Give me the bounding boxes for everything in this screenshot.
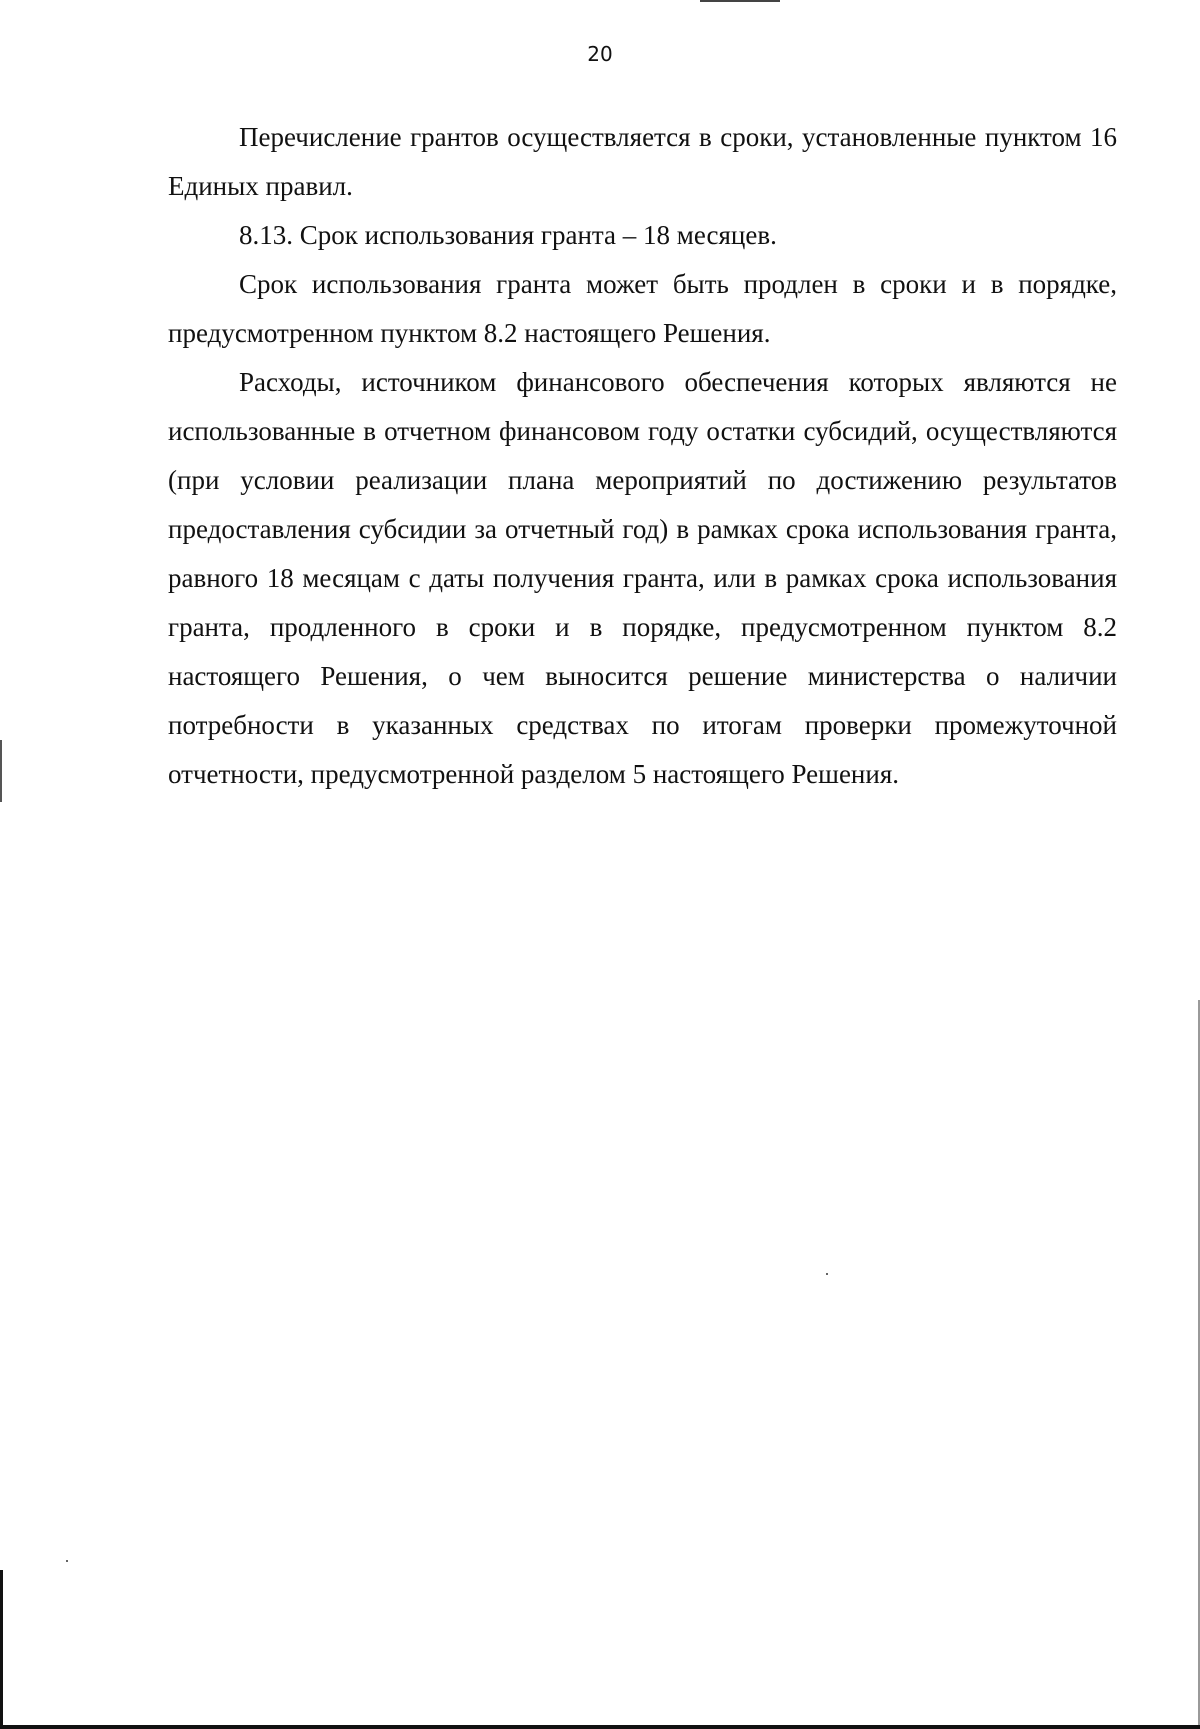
- paragraph-grant-transfer: Перечисление грантов осуществляется в сроки, установленные пунктом 16 Единых правил.: [168, 122, 1117, 201]
- scan-artifact-top: [700, 0, 780, 2]
- scan-speck: [826, 1273, 828, 1275]
- scan-edge-bottom: [0, 1725, 1200, 1729]
- paragraph-8-13: 8.13. Срок использования гранта – 18 месяцев.: [239, 220, 777, 250]
- scan-edge-left: [0, 1570, 3, 1729]
- page-number: 20: [587, 42, 613, 66]
- scan-edge-left-upper: [0, 740, 2, 802]
- paragraph-term-extension: Срок использования гранта может быть продлен в сроки и в порядке, предусмотренном пунктом 8.2 настоящего Решения.: [168, 269, 1117, 348]
- document-body: [168, 113, 1117, 799]
- paragraph-expenses: Расходы, источником финансового обеспечения которых являются не использованные в отчетном финансовом году остатки субсидий, осуществляются (при условии реализации плана мероприятий по достижению результатов предоставления субсидии за отчетный год) в рамках срока использования гранта, равного 18 месяцам с даты получения гранта, или в рамках срока использования гранта, продленного в сроки и в порядке, предусмотренном пунктом 8.2 настоящего Решения, о чем выносится решение министерства о наличии потребности в указанных средствах по итогам проверки промежуточной отчетности, предусмотренной разделом 5 настоящего Решения.: [168, 367, 1117, 789]
- scan-speck: [66, 1560, 68, 1562]
